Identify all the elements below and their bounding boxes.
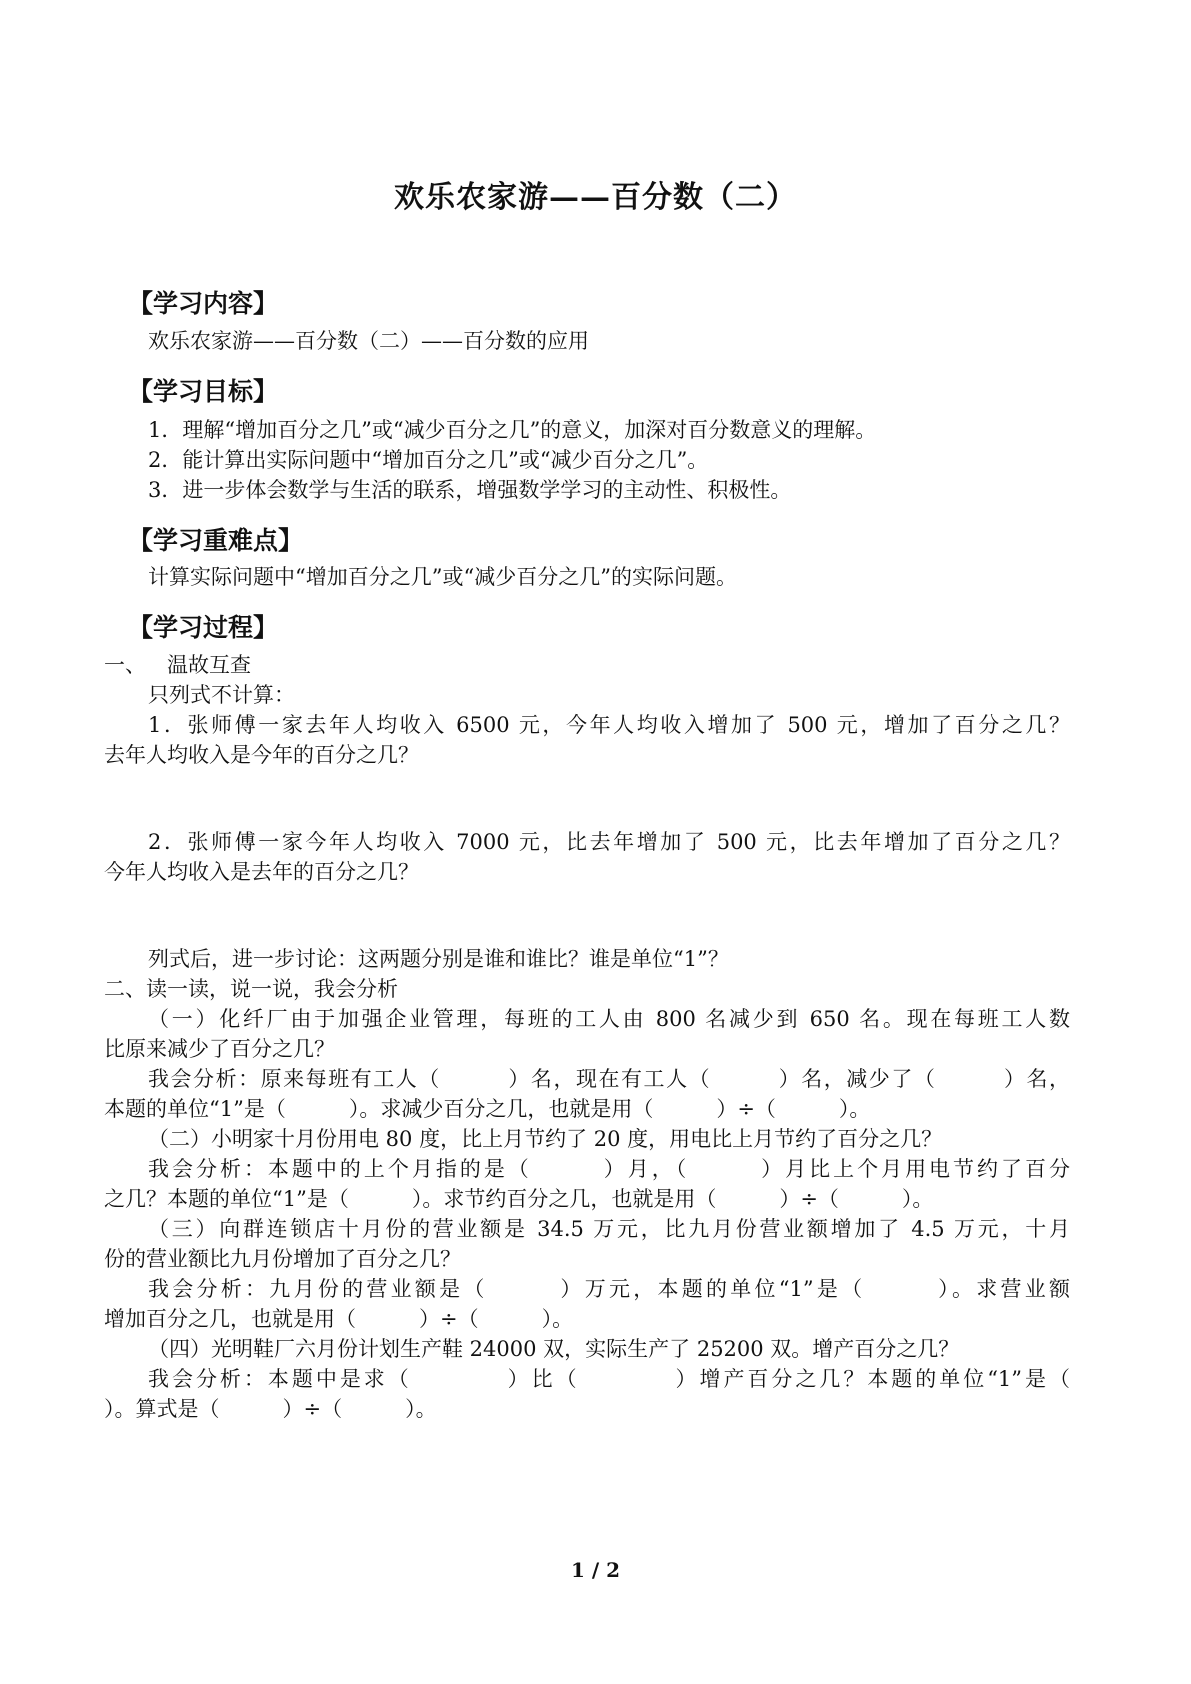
discussion-text: 列式后，进一步讨论：这两题分别是谁和谁比？谁是单位“1”？	[148, 947, 729, 971]
analysis-3-line-1: 我会分析：九月份的营业额是（ ）万元，本题的单位“1”是（ ）。求营业额	[148, 1277, 1070, 1301]
analysis-4-line-1: 我会分析：本题中是求（ ）比（ ）增产百分之几？本题的单位“1”是（	[148, 1367, 1070, 1391]
heading-process: 【学习过程】	[128, 613, 279, 642]
problem-2-line-1: （二）小明家十月份用电 80 度，比上月节约了 20 度，用电比上月节约了百分之几？	[148, 1127, 943, 1151]
problem-3-line-1: （三）向群连锁店十月份的营业额是 34.5 万元，比九月份营业额增加了 4.5 万元，十月	[148, 1217, 1070, 1241]
part1-number: 一、	[104, 653, 146, 677]
analysis-1-line-2: 本题的单位“1”是（ ）。求减少百分之几，也就是用（ ）÷（ ）。	[104, 1097, 871, 1121]
heading-content: 【学习内容】	[128, 289, 279, 318]
goal-item-2: 2．能计算出实际问题中“增加百分之几”或“减少百分之几”。	[148, 448, 709, 472]
part1-instruction: 只列式不计算：	[148, 683, 295, 707]
problem-3-line-2: 份的营业额比九月份增加了百分之几？	[104, 1247, 461, 1271]
page-title: 欢乐农家游——百分数（二）	[394, 180, 797, 215]
problem-1-line-2: 比原来减少了百分之几？	[104, 1037, 335, 1061]
problem-4-line-1: （四）光明鞋厂六月份计划生产鞋 24000 双，实际生产了 25200 双。增产百分之几？	[148, 1337, 960, 1361]
analysis-1-line-1: 我会分析：原来每班有工人（ ）名，现在有工人（ ）名，减少了（ ）名，	[148, 1067, 1070, 1091]
problem-1-line-1: （一）化纤厂由于加强企业管理，每班的工人由 800 名减少到 650 名。现在每班工人数	[148, 1007, 1070, 1031]
question-2-line-1: 2．张师傅一家今年人均收入 7000 元，比去年增加了 500 元，比去年增加了百分之几？	[148, 830, 1070, 854]
heading-key-points: 【学习重难点】	[128, 526, 304, 555]
analysis-2-line-1: 我会分析：本题中的上个月指的是（ ）月，（ ）月比上个月用电节约了百分	[148, 1157, 1070, 1181]
analysis-3-line-2: 增加百分之几，也就是用（ ）÷（ ）。	[104, 1307, 574, 1331]
analysis-2-line-2: 之几？本题的单位“1”是（ ）。求节约百分之几，也就是用（ ）÷（ ）。	[104, 1187, 934, 1211]
analysis-4-line-2: ）。算式是（ ）÷（ ）。	[104, 1397, 437, 1421]
key-points-text: 计算实际问题中“增加百分之几”或“减少百分之几”的实际问题。	[148, 565, 737, 589]
question-1-line-2: 去年人均收入是今年的百分之几？	[104, 743, 419, 767]
page-number: 1 / 2	[570, 1558, 621, 1582]
goal-item-3: 3．进一步体会数学与生活的联系，增强数学学习的主动性、积极性。	[148, 478, 792, 502]
part2-heading: 二、读一读，说一说，我会分析	[104, 977, 398, 1001]
heading-goals: 【学习目标】	[128, 377, 279, 406]
content-text: 欢乐农家游——百分数（二）——百分数的应用	[148, 329, 589, 353]
part1-heading: 温故互查	[167, 653, 251, 677]
goal-item-1: 1．理解“增加百分之几”或“减少百分之几”的意义，加深对百分数意义的理解。	[148, 418, 877, 442]
question-1-line-1: 1．张师傅一家去年人均收入 6500 元，今年人均收入增加了 500 元，增加了百分之几？	[148, 713, 1070, 737]
question-2-line-2: 今年人均收入是去年的百分之几？	[104, 860, 419, 884]
